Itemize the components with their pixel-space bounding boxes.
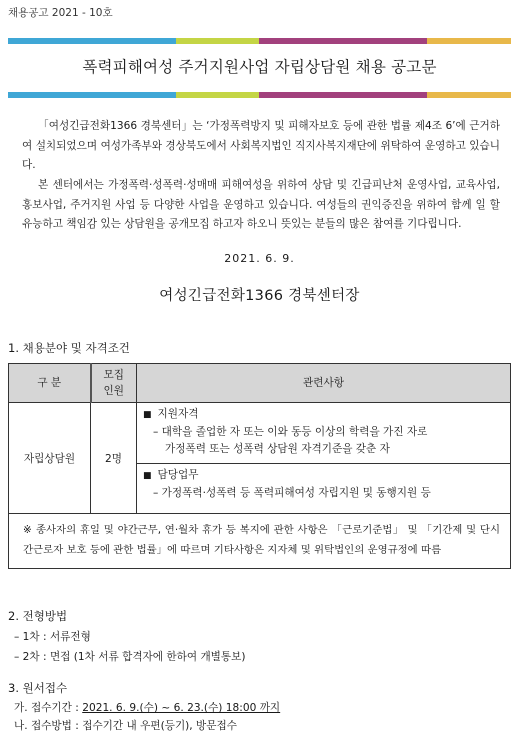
table-row bbox=[9, 403, 511, 514]
qualification-title: 지원자격 bbox=[157, 408, 199, 420]
color-segment bbox=[259, 38, 343, 44]
color-segment bbox=[8, 38, 92, 44]
header-category: 구 분 bbox=[9, 364, 91, 403]
intro-paragraph-1: 「여성긴급전화1366 경북센터」는 ‘가정폭력방지 및 피해자보호 등에 관한 법률 제4조 6’에 근거하여 설치되었으며 여성가족부와 경상북도에서 사회복지법인 직지사복지재단에 위탁하여 운영하고 있습니다. bbox=[22, 120, 500, 171]
color-segment bbox=[427, 92, 511, 98]
document-number: 채용공고 2021 - 10호 bbox=[8, 7, 113, 19]
color-segment bbox=[176, 92, 260, 98]
recruitment-table bbox=[8, 363, 511, 569]
bottom-color-bar bbox=[8, 92, 511, 98]
qualification-line-1: – 대학을 졸업한 자 또는 이와 동등 이상의 학력을 가진 자로 bbox=[153, 426, 428, 438]
intro-paragraph-2: 본 센터에서는 가정폭력·성폭력·성매매 피해여성을 위하여 상담 및 긴급피난처 운영사업, 교육사업, 홍보사업, 주거지원 사업 등 다양한 사업을 운영하고 있습니다. 여성들의 권익증진을 위하여 함께 일 할 유능하고 책임감 있는 상담원을 공개모집 하고자 하오니 뜻있는 분들의 많은 참여를 기다립니다. bbox=[22, 179, 500, 230]
cell-details bbox=[137, 403, 511, 514]
selection-item-1: – 1차 : 서류전형 bbox=[14, 631, 91, 643]
cell-category: 자립상담원 bbox=[9, 403, 91, 514]
table-header-row bbox=[9, 364, 511, 403]
header-count bbox=[91, 364, 137, 403]
section-heading-selection: 2. 전형방법 bbox=[8, 609, 68, 623]
selection-item-2: – 2차 : 면접 (1차 서류 합격자에 한하여 개별통보) bbox=[14, 651, 246, 663]
table-note: ※ 종사자의 휴일 및 야간근무, 연·월차 휴가 등 복지에 관한 사항은 「근로기준법」 및 「기간제 및 단시간근로자 보호 등에 관한 법률」에 따르며 기타사항은 지자체 및 위탁법인의 운영규정에 따름 bbox=[9, 514, 511, 569]
square-bullet-icon: ■ bbox=[143, 410, 152, 420]
application-method: 나. 접수방법 : 접수기간 내 우편(등기), 방문접수 bbox=[14, 720, 237, 732]
section-heading-recruitment: 1. 채용분야 및 자격조건 bbox=[8, 341, 130, 355]
qualification-title-line bbox=[143, 406, 504, 424]
application-period bbox=[14, 700, 280, 715]
color-segment bbox=[176, 38, 260, 44]
color-segment bbox=[427, 38, 511, 44]
application-period-value: 2021. 6. 9.(수) ~ 6. 23.(수) 18:00 까지 bbox=[82, 702, 281, 714]
header-count-line1: 모집 bbox=[103, 369, 124, 381]
color-segment bbox=[92, 92, 176, 98]
color-segment bbox=[92, 38, 176, 44]
color-segment bbox=[343, 92, 427, 98]
signer: 여성긴급전화1366 경북센터장 bbox=[159, 288, 360, 304]
announcement-date: 2021. 6. 9. bbox=[224, 252, 295, 265]
section-heading-application: 3. 원서접수 bbox=[8, 681, 68, 695]
duty-block bbox=[137, 463, 510, 513]
duty-title: 담당업무 bbox=[157, 469, 199, 481]
qualification-line-2: 가정폭력 또는 성폭력 상담원 자격기준을 갖춘 자 bbox=[165, 443, 390, 455]
page-title: 폭력피해여성 주거지원사업 자립상담원 채용 공고문 bbox=[82, 58, 437, 76]
color-segment bbox=[8, 92, 92, 98]
duty-line-1: – 가정폭력·성폭력 등 폭력피해여성 자립지원 및 동행지원 등 bbox=[153, 487, 431, 499]
qualification-block bbox=[137, 403, 510, 463]
header-details: 관련사항 bbox=[137, 364, 511, 403]
application-period-label: 가. 접수기간 : bbox=[14, 702, 83, 714]
square-bullet-icon: ■ bbox=[143, 471, 152, 481]
header-count-line2: 인원 bbox=[103, 385, 124, 397]
top-color-bar bbox=[8, 38, 511, 44]
table-note-row bbox=[9, 514, 511, 569]
color-segment bbox=[259, 92, 343, 98]
duty-title-line bbox=[143, 467, 504, 485]
color-segment bbox=[343, 38, 427, 44]
cell-count: 2명 bbox=[91, 403, 137, 514]
